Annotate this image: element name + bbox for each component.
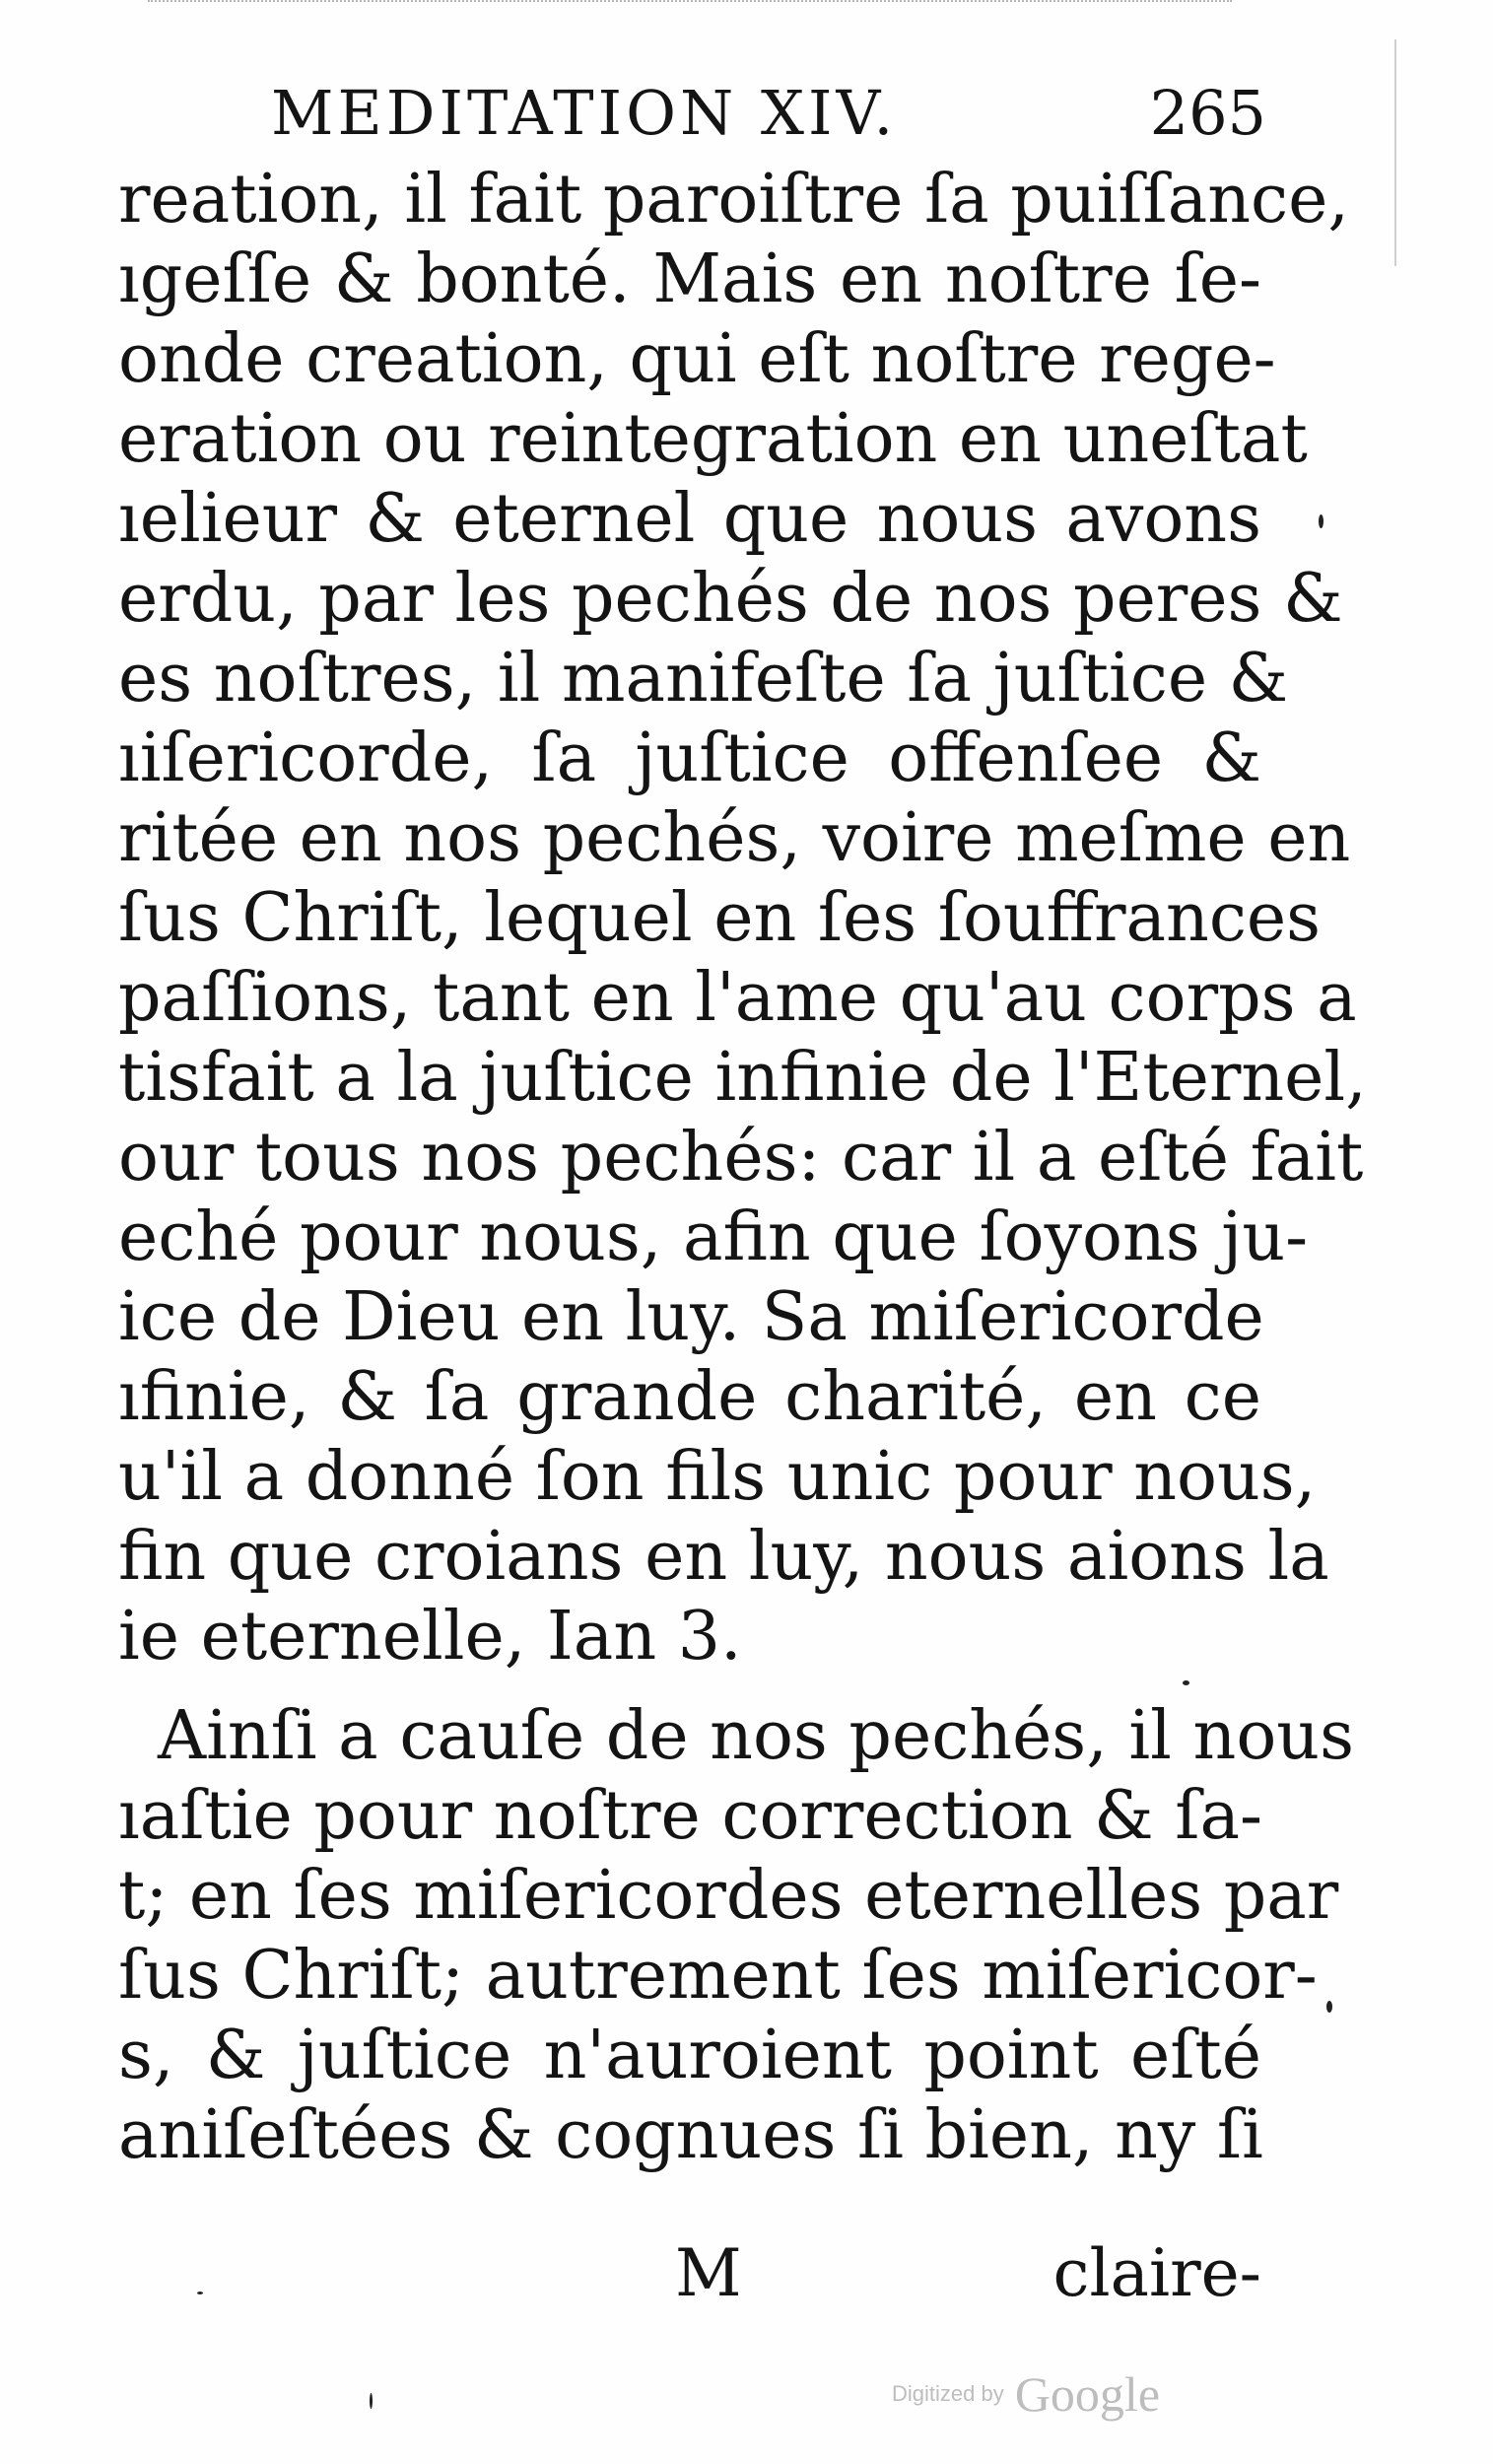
text-line: ıelieur & eternel que nous avons: [118, 480, 1261, 558]
digitized-watermark: [892, 2365, 1160, 2425]
text-line: our tous nos pechés: car il a eſté fait: [118, 1119, 1364, 1197]
text-line: t; en ſes miſericordes eternelles par: [118, 1857, 1339, 1935]
text-line: tisfait a la juſtice infinie de l'Eternel,: [118, 1039, 1367, 1117]
watermark-brand: Google: [1014, 2366, 1161, 2422]
watermark-prefix: Digitized by: [892, 2381, 1004, 2406]
text-line: aniſeſtées & cognues ſi bien, ny ſi: [118, 2096, 1263, 2174]
text-line: u'il a donné ſon fils unic pour nous,: [118, 1438, 1317, 1516]
ink-speck: [370, 2393, 373, 2409]
page-right-edge: [1394, 39, 1396, 266]
ink-speck: [197, 2292, 203, 2294]
catchword: claire-: [1052, 2235, 1261, 2311]
paragraph-start-line: Ainſi a cauſe de nos pechés, il nous: [158, 1697, 1354, 1775]
text-line: ritée en nos pechés, voire meſme en: [118, 799, 1351, 877]
page-top-edge: [148, 0, 1232, 16]
body-text: [118, 160, 1367, 2175]
text-line: es noſtres, il manifeſte ſa juſtice &: [118, 640, 1289, 718]
running-head: [271, 77, 1266, 166]
ink-speck: [1319, 514, 1323, 528]
text-line: ıgeſſe & bonté. Mais en noſtre ſe-: [118, 240, 1261, 318]
page-footer: [118, 2235, 1261, 2314]
page-number: 265: [1149, 77, 1266, 149]
signature-mark: M: [675, 2235, 742, 2311]
text-line: eration ou reintegration en uneſtat: [118, 400, 1308, 478]
text-line: ıaſtie pour noſtre correction & ſa-: [118, 1777, 1262, 1855]
running-head-title: MEDITATION XIV.: [271, 77, 898, 149]
text-line: ſus Chriſt; autrement ſes miſericor-: [118, 1937, 1318, 2015]
text-line: ie eternelle, Ian 3.: [118, 1598, 742, 1676]
text-line: s, & juſtice n'auroient point eſté: [118, 2017, 1261, 2094]
text-line: ıiſericorde, ſa juſtice offenſee &: [118, 719, 1261, 797]
text-line: paſſions, tant en l'ame qu'au corps a: [118, 959, 1357, 1037]
text-line: ıfinie, & ſa grande charité, en ce: [118, 1358, 1261, 1436]
text-line: ſus Chriſt, lequel en ſes ſouffrances: [118, 879, 1322, 957]
ink-speck: [1326, 2001, 1332, 2013]
text-line: eché pour nous, afin que ſoyons ju-: [118, 1198, 1309, 1276]
text-line: reation, il fait paroiſtre ſa puiſſance,: [118, 161, 1349, 239]
ink-speck: [1183, 1680, 1189, 1685]
text-line: fin que croians en luy, nous aions la: [118, 1518, 1329, 1596]
text-line: erdu, par les pechés de nos peres &: [118, 560, 1343, 638]
text-line: ice de Dieu en luy. Sa miſericorde: [118, 1278, 1264, 1356]
text-line: onde creation, qui eſt noſtre rege-: [118, 320, 1276, 398]
